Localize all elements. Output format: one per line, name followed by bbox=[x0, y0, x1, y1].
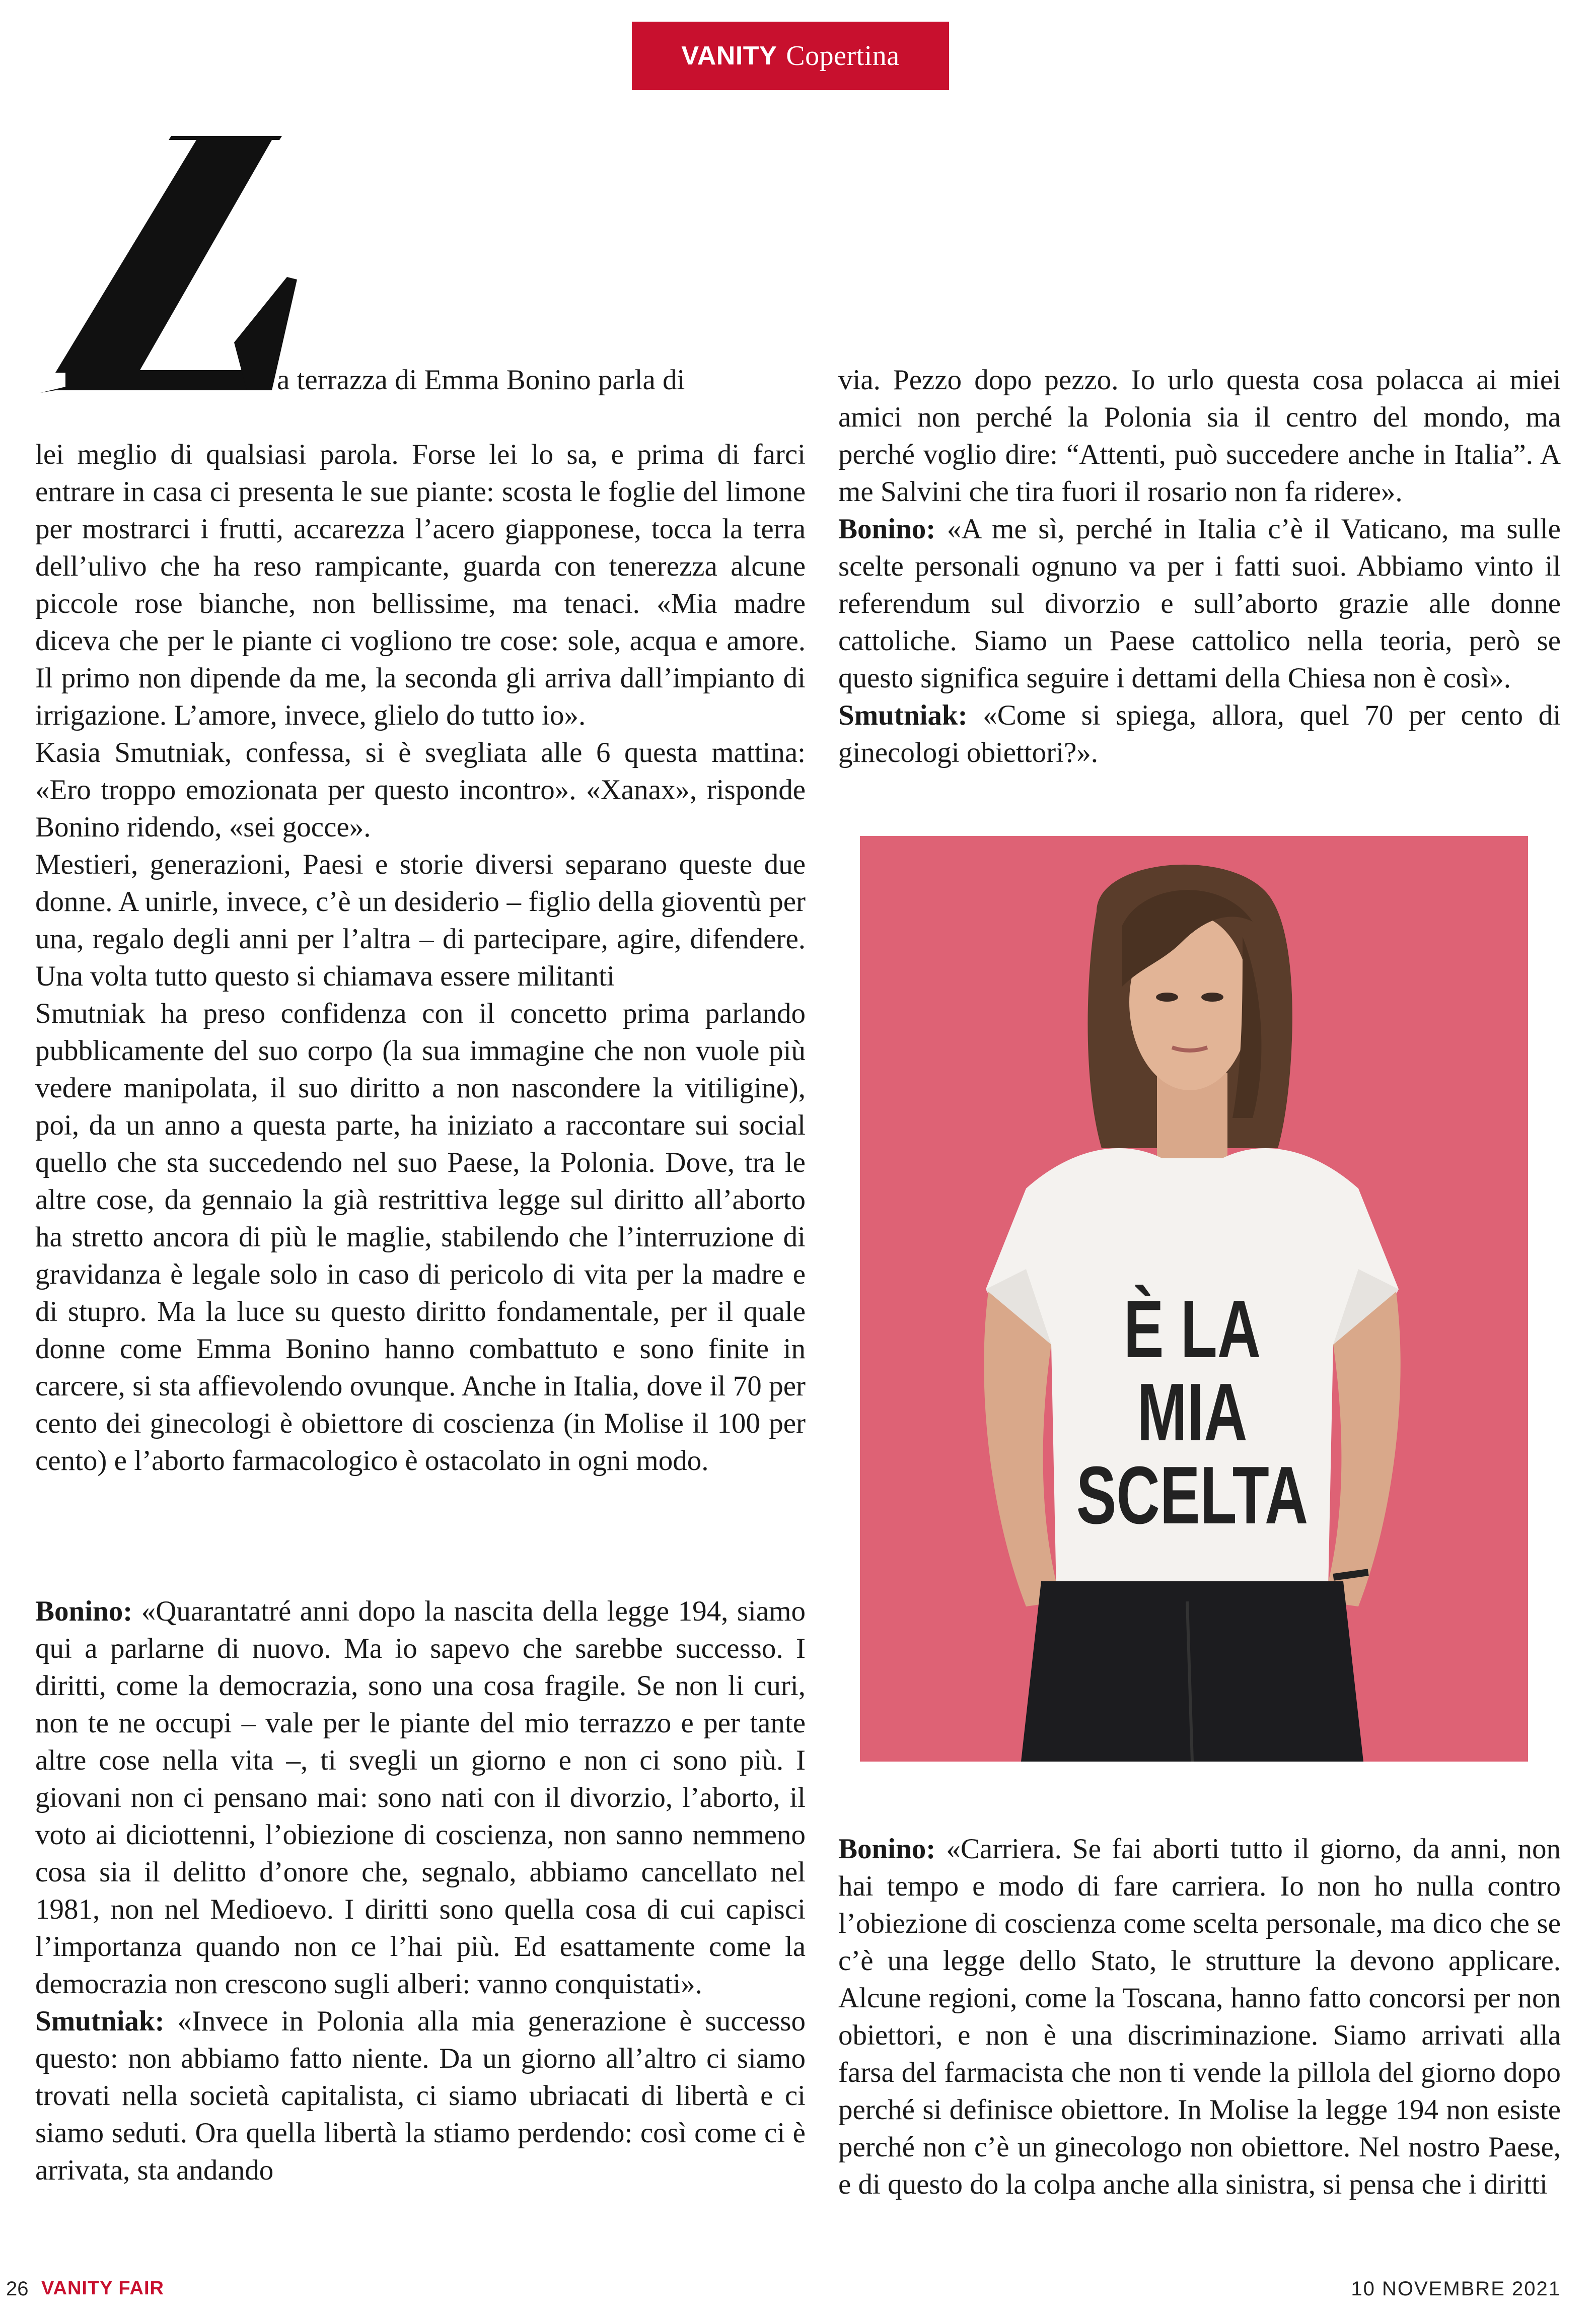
column-right-top bbox=[838, 362, 1561, 772]
section-tag bbox=[632, 22, 949, 90]
issue-date: 10 NOVEMBRE 2021 bbox=[1351, 2278, 1561, 2300]
shirt-text-line2: MIA bbox=[1137, 1367, 1248, 1458]
answer-text: «Quarantatré anni dopo la nascita della legge 194, siamo qui a parlarne di nuovo. Ma io sapevo che sarebbe successo. I diritti, come la democrazia, sono una cosa fragile. Se non li curi, non te ne occupi – vale per le piante del mio terrazzo e per tante altre cose nella vita –, ti svegli un giorno e non ci sono più. I giovani non ci pensano mai: sono nati con il divorzio, l’aborto, il voto ai diciottenni, l’obiezione di coscienza, non sanno nemmeno cosa sia il delitto d’onore che, segnalo, abbiamo cancellato nel 1981, non nel Medioevo. I diritti sono quella cosa di cui capisci l’importanza quando non ce l’hai più. Ed esattamente come la democrazia non crescono sugli alberi: vanno conquistati». bbox=[35, 1595, 806, 2000]
drop-cap bbox=[35, 111, 307, 403]
intro-paragraph: lei meglio di qualsiasi parola. Forse lei lo sa, e prima di farci entrare in casa ci presenta le sue piante: scosta le foglie del limone per mostrarci i frutti, accarezza l’acero giapponese, tocca la terra dell’ulivo che ha reso rampicante, guarda con tenerezza alcune piccole rose bianche, non bellissime, ma tenaci. «Mia madre diceva che per le piante ci vogliono tre cose: sole, acqua e amore. Il primo non dipende da me, la seconda gli arriva dall’impianto di irrigazione. L’amore, invece, glielo do tutto io». bbox=[35, 439, 806, 731]
portrait-photo bbox=[860, 836, 1528, 1762]
speaker-name: Smutniak: bbox=[838, 699, 968, 731]
speaker-name: Smutniak: bbox=[35, 2005, 165, 2037]
interview-answer bbox=[838, 697, 1561, 772]
speaker-name: Bonino: bbox=[838, 513, 936, 545]
shirt-text-line3: SCELTA bbox=[1076, 1450, 1309, 1542]
interview-answer bbox=[35, 2003, 806, 2189]
answer-text: «Invece in Polonia alla mia generazione è successo questo: non abbiamo fatto niente. Da un giorno all’altro ci siamo trovati nella società capitalista, ci siamo ubriacati di libertà e ci siamo seduti. Ora quella libertà la stiamo perdendo: così come ci è arrivata, sta andando bbox=[35, 2005, 806, 2186]
speaker-name: Bonino: bbox=[838, 1833, 936, 1865]
column-left-body bbox=[35, 436, 806, 1480]
paragraph: Kasia Smutniak, confessa, si è svegliata alle 6 questa mattina: «Ero troppo emozionata per questo incontro». «Xanax», risponde Bonino ridendo, «sei gocce». bbox=[35, 737, 806, 843]
interview-answer bbox=[35, 1593, 806, 2003]
section-tag-brand: VANITY bbox=[681, 41, 777, 71]
paragraph: Mestieri, generazioni, Paesi e storie diversi separano queste due donne. A unirle, invece, c’è un desiderio – figlio della gioventù per una, regalo degli anni per l’altra – di partecipare, agire, difendere. Una volta tutto questo si chiamava essere militanti bbox=[35, 849, 806, 992]
column-right-bottom bbox=[838, 1831, 1561, 2203]
paragraph: via. Pezzo dopo pezzo. Io urlo questa cosa polacca ai miei amici non perché la Polonia sia il centro del mondo, ma perché voglio dire: “Attenti, può succedere anche in Italia”. A me Salvini che tira fuori il rosario non fa ridere». bbox=[838, 364, 1561, 508]
paragraph: Smutniak ha preso confidenza con il concetto prima parlando pubblicamente del suo corpo (la sua immagine che non vuole più vedere manipolata, il suo diritto a non nascondere la vitiligine), poi, da un anno a questa parte, ha iniziato a raccontare sui social quello che sta succedendo nel suo Paese, la Polonia. Dove, tra le altre cose, da gennaio la già restrittiva legge sul diritto all’aborto ha stretto ancora di più le maglie, stabilendo che l’interruzione di gravidanza è legale solo in caso di pericolo di vita per la madre e di stupro. Ma la luce su questo diritto fondamentale, per il quale donne come Emma Bonino hanno combattuto e sono finite in carcere, si sta affievolendo ovunque. Anche in Italia, dove il 70 per cento dei ginecologi è obiettore di coscienza (in Molise il 100 per cento) e l’aborto farmacologico è ostacolato in ogni modo. bbox=[35, 998, 806, 1477]
intro-first-line bbox=[277, 362, 806, 399]
intro-line: a terrazza di Emma Bonino parla di bbox=[277, 364, 685, 396]
interview-answer bbox=[838, 1831, 1561, 2203]
column-left-interview bbox=[35, 1593, 806, 2189]
interview-answer bbox=[838, 511, 1561, 697]
section-tag-label: Copertina bbox=[786, 40, 900, 72]
answer-text: «Carriera. Se fai aborti tutto il giorno, da anni, non hai tempo e modo di fare carriera. Io non ho nulla contro l’obiezione di coscienza come scelta personale, ma dico che se c’è una legge dello Stato, le strutture la devono applicare. Alcune regioni, come la Toscana, hanno fatto concorsi per non obiettori, e non è una discriminazione. Siamo arrivati alla farsa del farmacista che non ti vende la pillola del giorno dopo perché si definisce obiettore. In Molise la legge 194 non esiste perché non c’è un ginecologo non obiettore. Nel nostro Paese, e di questo do la colpa anche alla sinistra, si pensa che i diritti bbox=[838, 1833, 1561, 2200]
page-number: 26 bbox=[6, 2278, 29, 2300]
magazine-name: VANITY FAIR bbox=[41, 2278, 164, 2299]
answer-text: «A me sì, perché in Italia c’è il Vaticano, ma sulle scelte personali ognuno va per i fatti suoi. Abbiamo vinto il referendum sul divorzio e sull’aborto grazie alle donne cattoliche. Siamo un Paese cattolico nella teoria, però se questo significa seguire i dettami della Chiesa non è così». bbox=[838, 513, 1561, 694]
speaker-name: Bonino: bbox=[35, 1595, 133, 1627]
answer-text: «Come si spiega, allora, quel 70 per cento di ginecologi obiettori?». bbox=[838, 699, 1561, 768]
shirt-text-line1: È LA bbox=[1123, 1284, 1261, 1375]
